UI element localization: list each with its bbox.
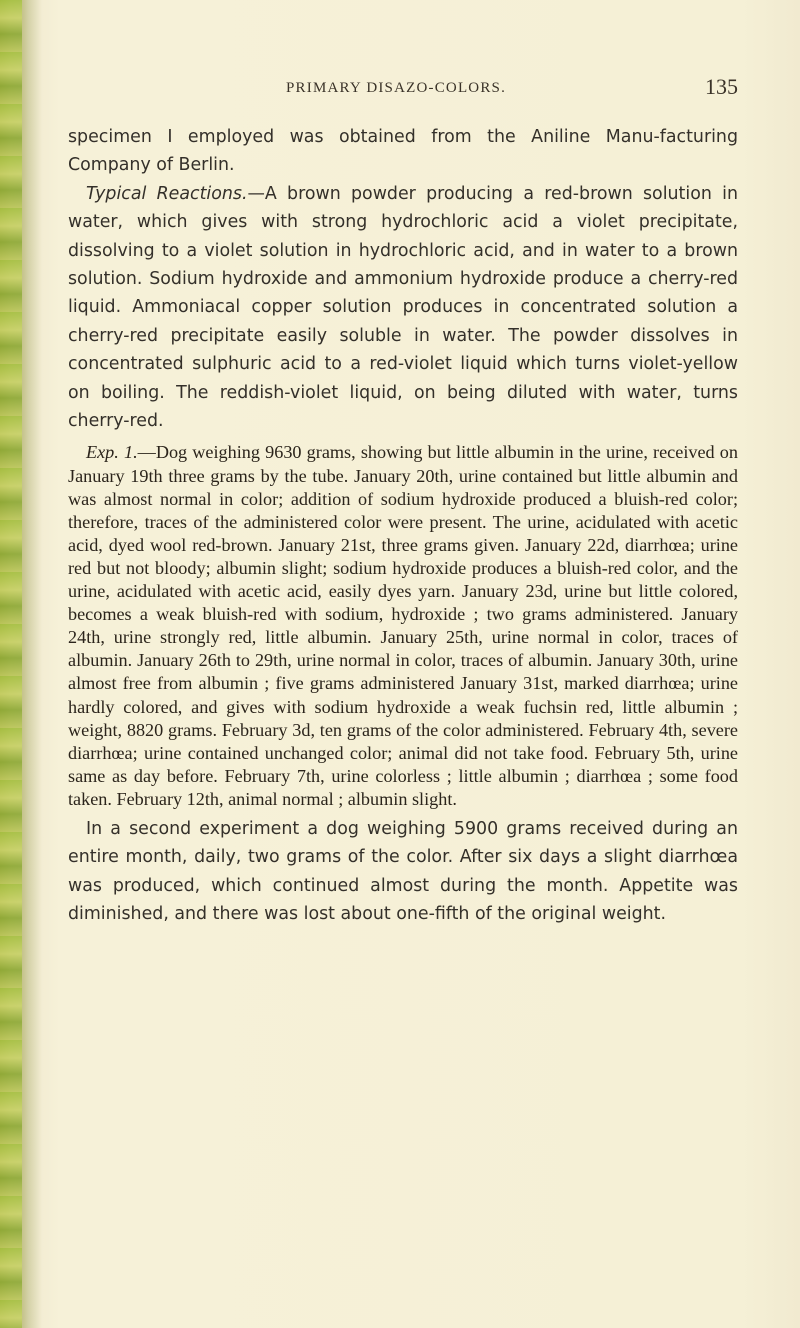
running-head: PRIMARY DISAZO-COLORS.: [286, 80, 507, 96]
experiment-1-text: —Dog weighing 9630 grams, showing but little albumin in the urine, received on January 19th three grams by the tube. January 20th, urine contained but little albumin and was almost normal in color; addition of sodium hydroxide produced a bluish-red color; therefore, traces of the administered color were present. The urine, acidulated with acetic acid, dyed wool red-brown. January 21st, three grams given. January 22d, diarrhœa; urine red but not bloody; albumin slight; sodium hydroxide produces a bluish-red color, and the urine, acidulated with acetic acid, easily dyes yarn. January 23d, urine but little colored, becomes a weak bluish-red with sodium, hydroxide ; two grams administered. January 24th, urine strongly red, little albumin. January 25th, urine normal in color, traces of albumin. January 26th to 29th, urine normal in color, traces of albumin. January 30th, urine almost free from albumin ; five grams administered January 31st, marked diarrhœa; urine hardly colored, and gives with sodium hydroxide a weak fuchsin red, little albumin ; weight, 8820 grams. February 3d, ten grams of the color administered. February 4th, severe diarrhœa; urine contained unchanged color; animal did not take food. February 5th, urine same as day before. February 7th, urine colorless ; little albumin ; diarrhœa ; some food taken. February 12th, animal normal ; albumin slight.: [68, 442, 738, 809]
paragraph-typical-reactions: [68, 180, 738, 436]
experiment-label: Exp. 1.: [86, 442, 138, 463]
paragraph-second-experiment: In a second experiment a dog weighing 5900 grams received during an entire month, daily, two grams of the color. After six days a slight diarrhœa was produced, which continued almost during the month. Appetite was diminished, and there was lost about one-fifth of the original weight.: [68, 818, 738, 925]
page-header: [68, 74, 738, 110]
paragraph-specimen: specimen I employed was obtained from the Aniline Manu-facturing Company of Berlin.: [68, 127, 738, 176]
body-text: [68, 123, 738, 929]
binding-shadow: [22, 0, 42, 1328]
paragraph-experiment-1: [68, 441, 738, 811]
page-number: 135: [705, 74, 738, 99]
page-binding-edge: [0, 0, 22, 1328]
section-heading-typical-reactions: Typical Reactions.: [86, 183, 248, 204]
typical-reactions-text: —A brown powder producing a red-brown solution in water, which gives with strong hydrochloric acid a violet precipitate, dissolving to a violet solution in hydrochloric acid, and in water to a brown solution. Sodium hydroxide and ammonium hydroxide produce a cherry-red liquid. Ammoniacal copper solution produces in concentrated solution a cherry-red precipitate easily soluble in water. The powder dissolves in concentrated sulphuric acid to a red-violet liquid which turns violet-yellow on boiling. The reddish-violet liquid, on being diluted with water, turns cherry-red.: [68, 183, 738, 432]
